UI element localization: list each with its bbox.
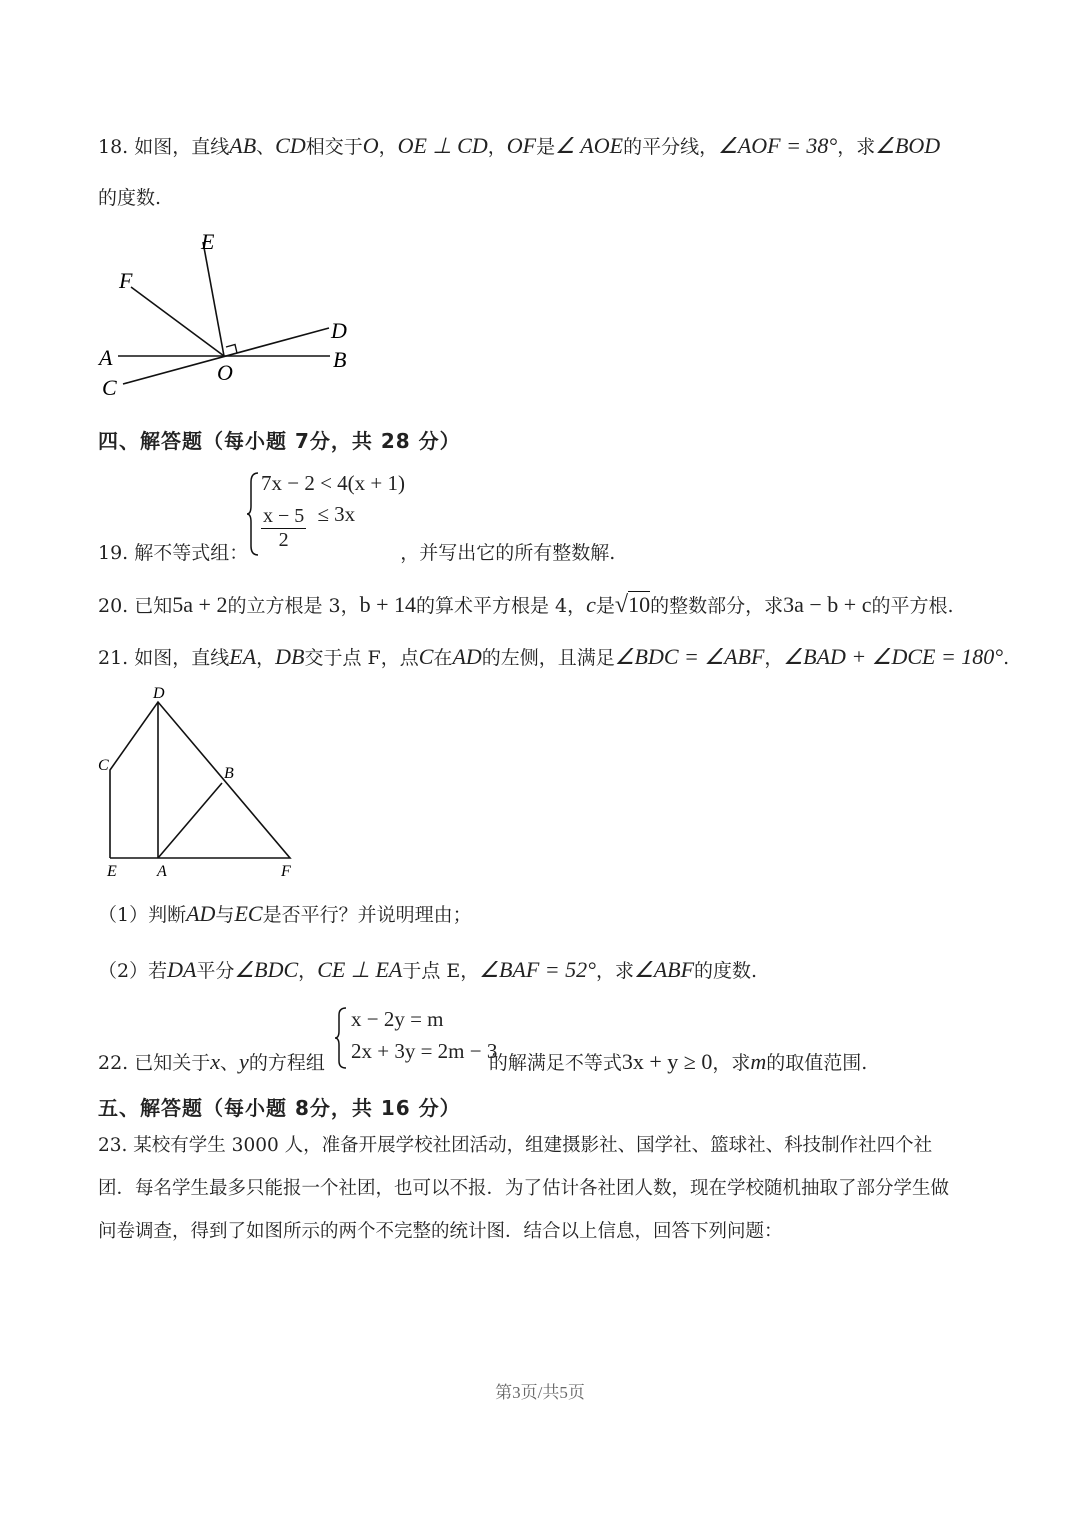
q19-frac-num: x − 5 — [263, 505, 305, 527]
section4-heading: 四、解答题（每小题 7分，共 28 分） — [98, 429, 461, 453]
q18-ab: AB — [229, 133, 257, 158]
q18-perp: OE ⊥ CD — [397, 133, 488, 158]
fig18-label-b: B — [333, 347, 347, 372]
fig18-label-o: O — [217, 360, 233, 385]
q21-figure — [95, 683, 305, 883]
q23-line1: 23. 某校有学生 3000 人，准备开展学校社团活动，组建摄影社、国学社、篮球社、科技制作社四个社 — [98, 1135, 933, 1156]
q21-line: 21. 如图，直线EA，DB交于点 F，点C在AD的左侧，且满足∠BDC = ∠ABF，∠BAD + ∠DCE = 180°. — [98, 644, 1010, 669]
q20-line: 20. 已知5a + 2的立方根是 3，b + 14的算术平方根是 4，c是√10的整数部分，求3a − b + c的平方根. — [98, 592, 954, 618]
fig21-label-e: E — [107, 863, 117, 880]
fig21-label-a: A — [157, 863, 167, 880]
fig21-label-b: B — [224, 765, 234, 782]
q19-frac-den: 2 — [278, 529, 289, 551]
page-footer: 第3页/共5页 — [495, 1383, 585, 1402]
q22-line: 22. 已知关于x、y的方程组 的解满足不等式3x + y ≥ 0，求m的取值范围. — [98, 1049, 868, 1074]
q23-line2: 团．每名学生最多只能报一个社团，也可以不报．为了估计各社团人数，现在学校随机抽取了部分学生做 — [98, 1178, 950, 1199]
q19-ineq2-rest: ≤ 3x — [317, 502, 356, 526]
q18-figure — [95, 225, 365, 405]
fig18-label-f: F — [119, 268, 133, 293]
q19-line: 19. 解不等式组： ，并写出它的所有整数解. — [98, 542, 616, 564]
q22-eq2: 2x + 3y = 2m − 3 — [351, 1039, 498, 1063]
fig18-label-d: D — [331, 318, 347, 343]
fig21-label-d: D — [153, 685, 165, 702]
q23-line3: 问卷调查，得到了如图所示的两个不完整的统计图．结合以上信息，回答下列问题： — [98, 1221, 783, 1242]
q19-ineq1: 7x − 2 < 4(x + 1) — [261, 471, 406, 495]
q20-sqrt: √10 — [614, 592, 651, 618]
q18-given: ∠AOF = 38° — [718, 133, 838, 158]
q18-cd: CD — [275, 133, 306, 158]
fig18-label-c: C — [102, 375, 117, 400]
q21-sub1: （1）判断AD与EC是否平行？并说明理由； — [98, 901, 472, 926]
q21-sub2: （2）若DA平分∠BDC，CE ⊥ EA于点 E，∠BAF = 52°，求∠ABF的度数. — [98, 957, 758, 982]
fig18-label-a: A — [99, 345, 113, 370]
fig18-label-e: E — [201, 229, 215, 254]
q18-line1: 18. 如图，直线AB、CD相交于O，OE ⊥ CD，OF是∠ AOE的平分线，∠AOF = 38°，求∠BOD — [98, 133, 941, 158]
q18-line2: 的度数. — [98, 187, 162, 209]
fig21-label-c: C — [98, 757, 109, 774]
q22-eq1: x − 2y = m — [351, 1007, 444, 1031]
section5-heading: 五、解答题（每小题 8分，共 16 分） — [98, 1096, 461, 1120]
fig21-label-f: F — [281, 863, 291, 880]
